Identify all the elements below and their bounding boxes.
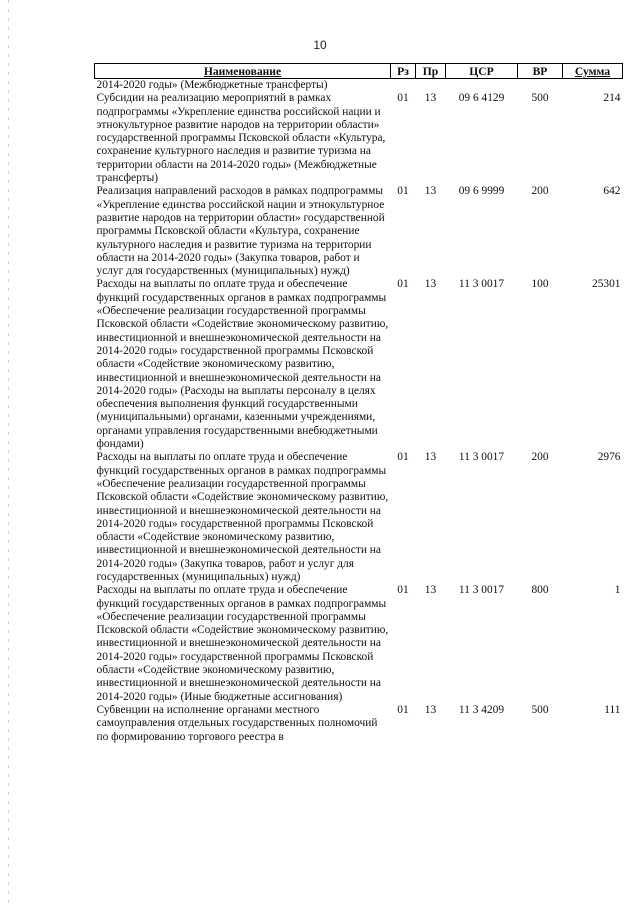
row-pr: 13 (424, 584, 437, 597)
row-sum: 214 (603, 92, 621, 105)
row-pr: 13 (424, 92, 437, 105)
page-number: 10 (313, 38, 327, 52)
row-name: Расходы на выплаты по оплате труда и обеспечение функций государственных органов в рамках подпрограммы «Обеспечение реализации государственной программы Псковской области «Содействие экономическому развитию, инвестиционной и внешнеэкономической деятельности на 2014-2020 годы» государственной программы Псковской области «Содействие экономическому развитию, инвестиционной и внешнеэкономической деятельности на 2014-2020 годы» (Закупка товаров, работ и услуг для государственных (муниципальных) нужд) (96, 451, 389, 583)
header-rz: Рз (391, 64, 416, 79)
row-name: 2014-2020 годы» (Межбюджетные трансферты) (96, 79, 328, 91)
row-rz: 01 (397, 278, 409, 291)
table-row (95, 92, 623, 185)
row-name: Субвенции на исполнение органами местного самоуправления отдельных государственных полномочий по формированию торгового реестра в (96, 703, 378, 743)
row-vr: 500 (531, 703, 549, 716)
row-csr: 09 6 9999 (458, 185, 505, 198)
row-vr: 200 (531, 185, 549, 198)
scan-edge-mark (8, 0, 9, 905)
row-name: Реализация направлений расходов в рамках подпрограммы «Укрепление единства российской нации и этнокультурное развитие народов на территории области» государственной программы Псковской области «Культура, сохранение культурного наследия и развитие туризма на территории области на 2014-2020 годы» (Закупка товаров, работ и услуг для государственных (муниципальных) нужд) (96, 185, 385, 278)
row-pr (416, 79, 446, 93)
row-rz (391, 79, 416, 93)
row-pr: 13 (424, 703, 437, 716)
table-row (95, 704, 623, 744)
row-sum (563, 79, 623, 93)
table-row (95, 185, 623, 278)
row-sum: 111 (604, 703, 621, 716)
row-rz: 01 (397, 584, 409, 597)
row-name: Расходы на выплаты по оплате труда и обеспечение функций государственных органов в рамках подпрограммы «Обеспечение реализации государственной программы Псковской области «Содействие экономическому развитию, инвестиционной и внешнеэкономической деятельности на 2014-2020 годы» государственной программы Псковской области «Содействие экономическому развитию, инвестиционной и внешнеэкономической деятельности на 2014-2020 годы» (Иные бюджетные ассигнования) (96, 584, 389, 703)
row-csr: 11 3 4209 (458, 703, 505, 716)
table-row (95, 451, 623, 584)
row-vr (518, 79, 563, 93)
row-vr: 500 (531, 92, 549, 105)
header-pr: Пр (416, 64, 446, 79)
header-csr: ЦСР (446, 64, 518, 79)
row-pr: 13 (424, 185, 437, 198)
row-rz: 01 (397, 451, 409, 464)
row-pr: 13 (424, 451, 437, 464)
row-sum: 1 (614, 584, 621, 597)
table-row (95, 584, 623, 704)
row-pr: 13 (424, 278, 437, 291)
row-vr: 800 (531, 584, 549, 597)
budget-table (94, 63, 623, 744)
row-rz: 01 (397, 92, 409, 105)
row-sum: 642 (603, 185, 621, 198)
row-sum: 2976 (597, 451, 621, 464)
table-header-row (95, 64, 623, 79)
row-csr: 11 3 0017 (458, 451, 505, 464)
row-csr: 11 3 0017 (458, 278, 505, 291)
row-vr: 200 (531, 451, 549, 464)
header-sum: Сумма (563, 64, 623, 79)
table-row (95, 79, 623, 93)
row-rz: 01 (397, 185, 409, 198)
row-sum: 25301 (592, 278, 621, 291)
table-row (95, 278, 623, 451)
budget-table-container (94, 63, 622, 744)
row-vr: 100 (531, 278, 549, 291)
row-name: Субсидии на реализацию мероприятий в рамках подпрограммы «Укрепление единства российской нации и этнокультурное развитие народов на территории области» государственной программы Псковской области «Культура, сохранение культурного наследия и развитие туризма на территории области на 2014-2020 годы» (Межбюджетные трансферты) (96, 92, 386, 185)
header-name: Наименование (95, 64, 391, 79)
header-vr: ВР (518, 64, 563, 79)
row-rz: 01 (397, 703, 409, 716)
row-name: Расходы на выплаты по оплате труда и обеспечение функций государственных органов в рамках подпрограммы «Обеспечение реализации государственной программы Псковской области «Содействие экономическому развитию, инвестиционной и внешнеэкономической деятельности на 2014-2020 годы» государственной программы Псковской области «Содействие экономическому развитию, инвестиционной и внешнеэкономической деятельности на 2014-2020 годы» (Расходы на выплаты персоналу в целях обеспечения выполнения функций государственными (муниципальными) органами, казенными учреждениями, органами управления государственными внебюджетными фондами) (96, 278, 389, 451)
row-csr: 11 3 0017 (458, 584, 505, 597)
row-csr (446, 79, 518, 93)
row-csr: 09 6 4129 (458, 92, 505, 105)
